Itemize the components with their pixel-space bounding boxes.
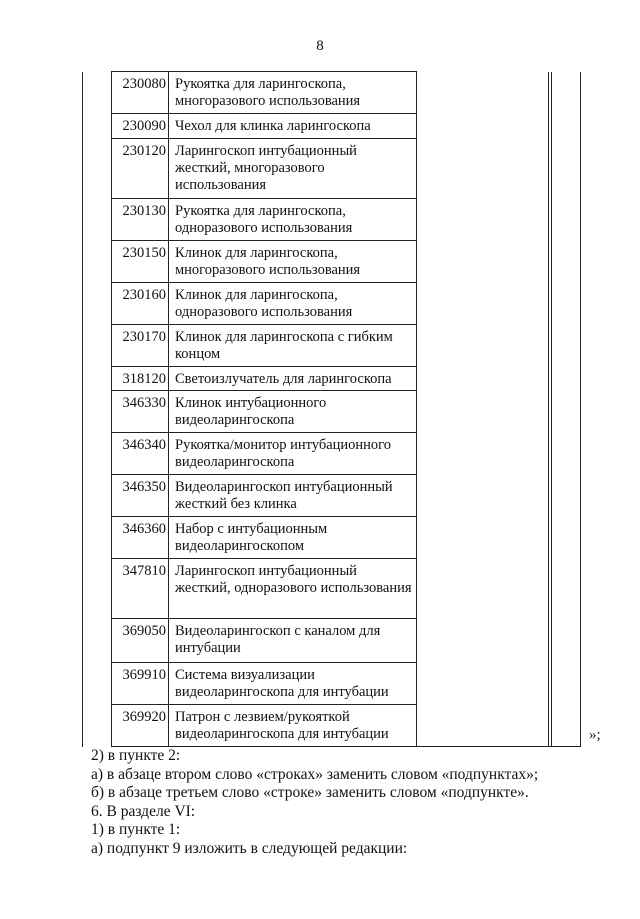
row-code: 369920 — [112, 705, 169, 747]
blank-cell — [83, 559, 112, 619]
amendment-text — [91, 747, 621, 858]
row-code: 347810 — [112, 559, 169, 619]
row-name: Ларингоскоп интубационный жесткий, многоразового использования — [169, 139, 417, 199]
blank-cell — [83, 517, 112, 559]
row-name: Патрон с лезвием/рукояткой видеоларингоскопа для интубации — [169, 705, 417, 747]
paragraph: 2) в пункте 2: — [91, 747, 181, 764]
row-code: 346350 — [112, 475, 169, 517]
blank-cell — [83, 705, 112, 747]
row-code: 230160 — [112, 283, 169, 325]
row-name: Ларингоскоп интубационный жесткий, одноразового использования — [169, 559, 417, 619]
blank-cell — [83, 241, 112, 283]
row-name: Клинок интубационного видеоларингоскопа — [169, 391, 417, 433]
table-row — [83, 619, 581, 663]
row-code: 230090 — [112, 114, 169, 139]
row-code: 369050 — [112, 619, 169, 663]
row-name: Рукоятка для ларингоскопа, многоразового использования — [169, 72, 417, 114]
blank-cell — [83, 139, 112, 199]
table-row — [83, 475, 581, 517]
row-code: 230170 — [112, 325, 169, 367]
table-row — [83, 283, 581, 325]
row-name: Видеоларингоскоп с каналом для интубации — [169, 619, 417, 663]
table-row — [83, 433, 581, 475]
page-number: 8 — [316, 38, 324, 54]
table-row — [83, 139, 581, 199]
row-name: Клинок для ларингоскопа, одноразового использования — [169, 283, 417, 325]
table-row — [83, 114, 581, 139]
row-name: Чехол для клинка ларингоскопа — [169, 114, 417, 139]
blank-cell — [83, 391, 112, 433]
table-row — [83, 705, 581, 747]
table-row — [83, 325, 581, 367]
row-code: 230080 — [112, 72, 169, 114]
paragraph: 6. В разделе VI: — [91, 802, 196, 820]
row-code: 346330 — [112, 391, 169, 433]
row-code: 346340 — [112, 433, 169, 475]
device-table — [82, 71, 581, 747]
blank-cell — [83, 367, 112, 391]
row-name: Видеоларингоскоп интубационный жесткий без клинка — [169, 475, 417, 517]
blank-cell — [83, 114, 112, 139]
table-row — [83, 517, 581, 559]
row-code: 346360 — [112, 517, 169, 559]
row-code: 230150 — [112, 241, 169, 283]
row-code: 369910 — [112, 663, 169, 705]
table-row — [83, 559, 581, 619]
row-name: Клинок для ларингоскопа с гибким концом — [169, 325, 417, 367]
closing-quote: »; — [589, 727, 601, 743]
row-code: 230130 — [112, 199, 169, 241]
paragraph: 1) в пункте 1: — [91, 821, 181, 838]
blank-cell — [83, 72, 112, 114]
table-row — [83, 199, 581, 241]
row-name: Рукоятка для ларингоскопа, одноразового использования — [169, 199, 417, 241]
paragraph: а) в абзаце втором слово «строках» заменить словом «подпунктах»; — [91, 765, 539, 783]
table-row — [83, 663, 581, 705]
row-name: Клинок для ларингоскопа, многоразового использования — [169, 241, 417, 283]
row-code: 230120 — [112, 139, 169, 199]
blank-cell — [83, 283, 112, 325]
row-name: Светоизлучатель для ларингоскопа — [169, 367, 417, 391]
table-row — [83, 391, 581, 433]
row-name: Система визуализации видеоларингоскопа для интубации — [169, 663, 417, 705]
paragraph: а) подпункт 9 изложить в следующей редакции: — [91, 839, 408, 857]
blank-cell — [83, 619, 112, 663]
table-row — [83, 241, 581, 283]
blank-cell — [83, 433, 112, 475]
table-row — [83, 72, 581, 114]
table-row — [83, 367, 581, 391]
blank-cell — [83, 663, 112, 705]
blank-cell — [83, 475, 112, 517]
row-name: Рукоятка/монитор интубационного видеоларингоскопа — [169, 433, 417, 475]
row-name: Набор с интубационным видеоларингоскопом — [169, 517, 417, 559]
row-code: 318120 — [112, 367, 169, 391]
blank-cell — [83, 325, 112, 367]
paragraph: б) в абзаце третьем слово «строке» заменить словом «подпункте». — [91, 784, 529, 801]
blank-cell — [83, 199, 112, 241]
